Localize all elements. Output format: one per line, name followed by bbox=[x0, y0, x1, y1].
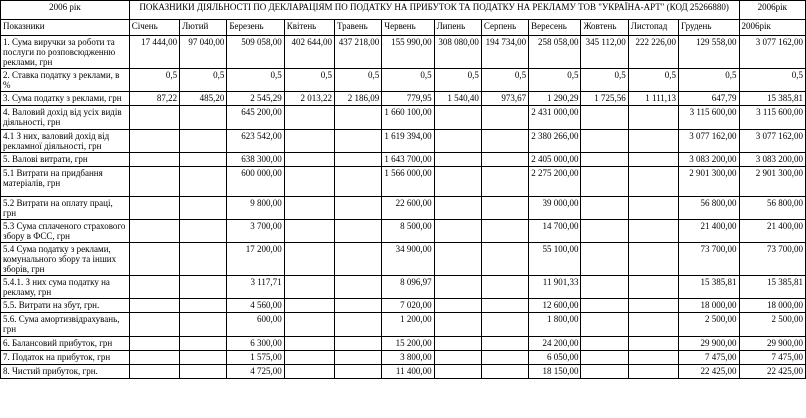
row-label: 3. Сума податку з реклами, грн bbox=[1, 92, 130, 106]
cell-value bbox=[581, 243, 628, 276]
row-label: 5.3 Сума сплаченого страхового збору в ФСС, грн bbox=[1, 219, 130, 242]
cell-value bbox=[180, 106, 227, 129]
cell-value bbox=[129, 166, 179, 196]
cell-value: 1 111,13 bbox=[628, 92, 678, 106]
cell-value: 2 186,09 bbox=[334, 92, 381, 106]
cell-value bbox=[180, 166, 227, 196]
table-row bbox=[1, 243, 806, 276]
table-row bbox=[1, 299, 806, 313]
cell-value bbox=[284, 106, 334, 129]
year-title: 2006 рік bbox=[1, 1, 130, 20]
cell-value bbox=[581, 106, 628, 129]
cell-value bbox=[581, 152, 628, 166]
cell-value: 3 115 600,00 bbox=[739, 106, 805, 129]
cell-value bbox=[334, 313, 381, 336]
cell-value: 1 200,00 bbox=[382, 313, 434, 336]
cell-value bbox=[581, 299, 628, 313]
cell-value bbox=[334, 299, 381, 313]
cell-value: 2 500,00 bbox=[679, 313, 739, 336]
cell-value: 1 290,29 bbox=[529, 92, 581, 106]
col-header-indicators: Показники bbox=[1, 20, 130, 36]
cell-value bbox=[481, 129, 528, 152]
col-header-total: 2006рік bbox=[739, 20, 805, 36]
cell-value: 2 275 200,00 bbox=[529, 166, 581, 196]
cell-value: 9 800,00 bbox=[227, 196, 284, 219]
cell-value bbox=[434, 219, 481, 242]
row-label: 4.1 З них, валовий дохід від рекламної діяльності, грн bbox=[1, 129, 130, 152]
cell-value bbox=[628, 196, 678, 219]
cell-value: 1 643 700,00 bbox=[382, 152, 434, 166]
table-row bbox=[1, 276, 806, 299]
column-header-row bbox=[1, 20, 806, 36]
cell-value bbox=[284, 313, 334, 336]
cell-value bbox=[180, 336, 227, 350]
cell-value bbox=[581, 364, 628, 378]
cell-value bbox=[284, 299, 334, 313]
col-header-nov: Листопад bbox=[628, 20, 678, 36]
cell-value: 18 000,00 bbox=[739, 299, 805, 313]
cell-value bbox=[434, 152, 481, 166]
cell-value bbox=[628, 276, 678, 299]
cell-value: 2 545,29 bbox=[227, 92, 284, 106]
cell-value: 155 990,00 bbox=[382, 36, 434, 69]
cell-value bbox=[581, 276, 628, 299]
cell-value bbox=[481, 106, 528, 129]
cell-value: 18 150,00 bbox=[529, 364, 581, 378]
cell-value: 8 500,00 bbox=[382, 219, 434, 242]
cell-value bbox=[129, 276, 179, 299]
cell-value: 56 800,00 bbox=[739, 196, 805, 219]
cell-value bbox=[628, 219, 678, 242]
cell-value bbox=[581, 166, 628, 196]
cell-value: 1 660 100,00 bbox=[382, 106, 434, 129]
cell-value: 3 077 162,00 bbox=[739, 129, 805, 152]
cell-value: 0,5 bbox=[529, 69, 581, 92]
cell-value bbox=[129, 219, 179, 242]
total-year-title: 2006рік bbox=[739, 1, 805, 20]
cell-value bbox=[284, 196, 334, 219]
cell-value bbox=[284, 336, 334, 350]
cell-value: 15 200,00 bbox=[382, 336, 434, 350]
cell-value: 15 385,81 bbox=[739, 92, 805, 106]
cell-value: 22 600,00 bbox=[382, 196, 434, 219]
cell-value: 0,5 bbox=[284, 69, 334, 92]
table-row bbox=[1, 129, 806, 152]
cell-value: 258 058,00 bbox=[529, 36, 581, 69]
cell-value: 39 000,00 bbox=[529, 196, 581, 219]
cell-value: 7 020,00 bbox=[382, 299, 434, 313]
cell-value bbox=[129, 350, 179, 364]
cell-value bbox=[180, 219, 227, 242]
cell-value: 1 540,40 bbox=[434, 92, 481, 106]
cell-value bbox=[434, 364, 481, 378]
cell-value bbox=[334, 129, 381, 152]
cell-value: 194 734,00 bbox=[481, 36, 528, 69]
cell-value bbox=[434, 129, 481, 152]
table-row bbox=[1, 313, 806, 336]
cell-value bbox=[180, 364, 227, 378]
cell-value: 14 700,00 bbox=[529, 219, 581, 242]
cell-value: 21 400,00 bbox=[679, 219, 739, 242]
table-row bbox=[1, 350, 806, 364]
cell-value: 345 112,00 bbox=[581, 36, 628, 69]
col-header-oct: Жовтень bbox=[581, 20, 628, 36]
cell-value bbox=[628, 166, 678, 196]
cell-value: 29 900,00 bbox=[679, 336, 739, 350]
row-label: 2. Ставка податку з реклами, в % bbox=[1, 69, 130, 92]
cell-value: 0,5 bbox=[334, 69, 381, 92]
cell-value: 29 900,00 bbox=[739, 336, 805, 350]
cell-value bbox=[129, 196, 179, 219]
cell-value: 1 800,00 bbox=[529, 313, 581, 336]
cell-value: 22 425,00 bbox=[739, 364, 805, 378]
cell-value bbox=[129, 364, 179, 378]
cell-value bbox=[581, 336, 628, 350]
cell-value: 2 901 300,00 bbox=[739, 166, 805, 196]
cell-value: 0,5 bbox=[739, 69, 805, 92]
cell-value: 56 800,00 bbox=[679, 196, 739, 219]
cell-value: 6 050,00 bbox=[529, 350, 581, 364]
cell-value bbox=[628, 129, 678, 152]
cell-value bbox=[628, 336, 678, 350]
cell-value: 2 405 000,00 bbox=[529, 152, 581, 166]
cell-value: 2 500,00 bbox=[739, 313, 805, 336]
col-header-jan: Січень bbox=[129, 20, 179, 36]
cell-value: 2 013,22 bbox=[284, 92, 334, 106]
row-label: 8. Чистий прибуток, грн. bbox=[1, 364, 130, 378]
cell-value: 3 700,00 bbox=[227, 219, 284, 242]
cell-value bbox=[434, 166, 481, 196]
cell-value bbox=[434, 336, 481, 350]
cell-value: 0,5 bbox=[180, 69, 227, 92]
col-header-may: Травень bbox=[334, 20, 381, 36]
cell-value: 73 700,00 bbox=[679, 243, 739, 276]
row-label: 5.1 Витрати на придбання матеріалів, грн bbox=[1, 166, 130, 196]
cell-value bbox=[334, 336, 381, 350]
cell-value: 0,5 bbox=[129, 69, 179, 92]
cell-value bbox=[129, 336, 179, 350]
cell-value bbox=[334, 350, 381, 364]
cell-value bbox=[180, 299, 227, 313]
row-label: 5.5. Витрати на збут, грн. bbox=[1, 299, 130, 313]
cell-value: 1 619 394,00 bbox=[382, 129, 434, 152]
cell-value bbox=[284, 276, 334, 299]
cell-value bbox=[180, 243, 227, 276]
cell-value: 4 725,00 bbox=[227, 364, 284, 378]
cell-value: 1 725,56 bbox=[581, 92, 628, 106]
cell-value: 2 380 266,00 bbox=[529, 129, 581, 152]
cell-value: 1 575,00 bbox=[227, 350, 284, 364]
cell-value: 0,5 bbox=[628, 69, 678, 92]
cell-value: 2 901 300,00 bbox=[679, 166, 739, 196]
cell-value: 308 080,00 bbox=[434, 36, 481, 69]
row-label: 5.4 Сума податку з реклами, комунального збору та інших зборів, грн bbox=[1, 243, 130, 276]
row-label: 5.6. Сума амортизвідрахувань, грн bbox=[1, 313, 130, 336]
cell-value: 3 117,71 bbox=[227, 276, 284, 299]
cell-value bbox=[129, 243, 179, 276]
table-row bbox=[1, 219, 806, 242]
cell-value: 24 200,00 bbox=[529, 336, 581, 350]
cell-value bbox=[628, 152, 678, 166]
cell-value: 222 226,00 bbox=[628, 36, 678, 69]
cell-value bbox=[434, 243, 481, 276]
cell-value: 7 475,00 bbox=[739, 350, 805, 364]
table-row bbox=[1, 92, 806, 106]
row-label: 4. Валовий дохід від усіх видів діяльності, грн bbox=[1, 106, 130, 129]
cell-value bbox=[581, 313, 628, 336]
cell-value: 8 096,97 bbox=[382, 276, 434, 299]
cell-value: 0,5 bbox=[434, 69, 481, 92]
cell-value: 87,22 bbox=[129, 92, 179, 106]
cell-value bbox=[284, 364, 334, 378]
col-header-mar: Березень bbox=[227, 20, 284, 36]
cell-value bbox=[180, 129, 227, 152]
table-row bbox=[1, 69, 806, 92]
row-label: 1. Сума виручки за роботи та послуги по розповсюдженню реклами, грн bbox=[1, 36, 130, 69]
cell-value bbox=[434, 106, 481, 129]
cell-value bbox=[434, 313, 481, 336]
cell-value: 3 083 200,00 bbox=[679, 152, 739, 166]
cell-value: 1 566 000,00 bbox=[382, 166, 434, 196]
cell-value: 55 100,00 bbox=[529, 243, 581, 276]
cell-value: 3 077 162,00 bbox=[739, 36, 805, 69]
col-header-jul: Липень bbox=[434, 20, 481, 36]
cell-value: 647,79 bbox=[679, 92, 739, 106]
cell-value: 3 083 200,00 bbox=[739, 152, 805, 166]
cell-value bbox=[334, 196, 381, 219]
cell-value: 2 431 000,00 bbox=[529, 106, 581, 129]
cell-value bbox=[481, 166, 528, 196]
cell-value bbox=[434, 299, 481, 313]
cell-value bbox=[334, 243, 381, 276]
cell-value bbox=[334, 364, 381, 378]
table-row bbox=[1, 196, 806, 219]
cell-value bbox=[284, 219, 334, 242]
cell-value bbox=[434, 350, 481, 364]
cell-value: 129 558,00 bbox=[679, 36, 739, 69]
row-label: 7. Податок на прибуток, грн bbox=[1, 350, 130, 364]
cell-value bbox=[628, 243, 678, 276]
row-label: 5.4.1. З них сума податку на рекламу, грн bbox=[1, 276, 130, 299]
col-header-feb: Лютий bbox=[180, 20, 227, 36]
cell-value bbox=[180, 350, 227, 364]
cell-value: 22 425,00 bbox=[679, 364, 739, 378]
cell-value bbox=[628, 350, 678, 364]
cell-value: 97 040,00 bbox=[180, 36, 227, 69]
cell-value: 34 900,00 bbox=[382, 243, 434, 276]
cell-value: 17 444,00 bbox=[129, 36, 179, 69]
row-label: 5. Валові витрати, грн bbox=[1, 152, 130, 166]
cell-value: 73 700,00 bbox=[739, 243, 805, 276]
col-header-jun: Червень bbox=[382, 20, 434, 36]
cell-value bbox=[434, 276, 481, 299]
cell-value: 17 200,00 bbox=[227, 243, 284, 276]
cell-value bbox=[481, 152, 528, 166]
cell-value: 779,95 bbox=[382, 92, 434, 106]
cell-value: 11 400,00 bbox=[382, 364, 434, 378]
table-row bbox=[1, 36, 806, 69]
cell-value: 600 000,00 bbox=[227, 166, 284, 196]
cell-value: 21 400,00 bbox=[739, 219, 805, 242]
cell-value bbox=[481, 313, 528, 336]
cell-value: 623 542,00 bbox=[227, 129, 284, 152]
row-label: 6. Балансовий прибуток, грн bbox=[1, 336, 130, 350]
cell-value: 0,5 bbox=[227, 69, 284, 92]
row-label: 5.2 Витрати на оплату праці, грн bbox=[1, 196, 130, 219]
cell-value: 3 077 162,00 bbox=[679, 129, 739, 152]
cell-value bbox=[284, 129, 334, 152]
cell-value bbox=[334, 219, 381, 242]
cell-value bbox=[334, 166, 381, 196]
cell-value: 485,20 bbox=[180, 92, 227, 106]
cell-value bbox=[434, 196, 481, 219]
cell-value: 437 218,00 bbox=[334, 36, 381, 69]
cell-value: 7 475,00 bbox=[679, 350, 739, 364]
cell-value: 0,5 bbox=[382, 69, 434, 92]
cell-value bbox=[628, 364, 678, 378]
cell-value: 11 901,33 bbox=[529, 276, 581, 299]
cell-value bbox=[180, 152, 227, 166]
cell-value bbox=[481, 276, 528, 299]
col-header-apr: Квітень bbox=[284, 20, 334, 36]
cell-value: 0,5 bbox=[679, 69, 739, 92]
cell-value: 0,5 bbox=[481, 69, 528, 92]
cell-value bbox=[628, 299, 678, 313]
cell-value bbox=[129, 129, 179, 152]
header-row bbox=[1, 1, 806, 20]
cell-value bbox=[481, 350, 528, 364]
table-row bbox=[1, 166, 806, 196]
cell-value: 645 200,00 bbox=[227, 106, 284, 129]
cell-value bbox=[284, 152, 334, 166]
cell-value: 402 644,00 bbox=[284, 36, 334, 69]
cell-value bbox=[581, 196, 628, 219]
cell-value: 18 000,00 bbox=[679, 299, 739, 313]
report-title: ПОКАЗНИКИ ДІЯЛЬНОСТІ ПО ДЕКЛАРАЦІЯМ ПО ПОДАТКУ НА ПРИБУТОК ТА ПОДАТКУ НА РЕКЛАМУ ТОВ "УКРАЇНА-АРТ" (КОД 25266880) bbox=[129, 1, 739, 20]
cell-value bbox=[284, 166, 334, 196]
cell-value: 600,00 bbox=[227, 313, 284, 336]
cell-value: 3 800,00 bbox=[382, 350, 434, 364]
cell-value: 15 385,81 bbox=[679, 276, 739, 299]
cell-value bbox=[129, 313, 179, 336]
cell-value bbox=[581, 350, 628, 364]
table-row bbox=[1, 106, 806, 129]
cell-value: 638 300,00 bbox=[227, 152, 284, 166]
cell-value bbox=[334, 152, 381, 166]
cell-value: 6 300,00 bbox=[227, 336, 284, 350]
cell-value bbox=[581, 219, 628, 242]
cell-value bbox=[334, 106, 381, 129]
cell-value bbox=[284, 350, 334, 364]
cell-value bbox=[581, 129, 628, 152]
cell-value bbox=[628, 106, 678, 129]
cell-value bbox=[481, 336, 528, 350]
cell-value bbox=[481, 196, 528, 219]
cell-value bbox=[481, 299, 528, 313]
table-row bbox=[1, 364, 806, 378]
cell-value bbox=[334, 276, 381, 299]
cell-value bbox=[481, 219, 528, 242]
cell-value bbox=[284, 243, 334, 276]
cell-value: 509 058,00 bbox=[227, 36, 284, 69]
col-header-dec: Грудень bbox=[679, 20, 739, 36]
cell-value bbox=[180, 196, 227, 219]
cell-value bbox=[129, 152, 179, 166]
cell-value: 15 385,81 bbox=[739, 276, 805, 299]
cell-value bbox=[129, 106, 179, 129]
col-header-aug: Серпень bbox=[481, 20, 528, 36]
cell-value bbox=[180, 313, 227, 336]
cell-value: 973,67 bbox=[481, 92, 528, 106]
cell-value bbox=[180, 276, 227, 299]
cell-value bbox=[481, 243, 528, 276]
cell-value: 4 560,00 bbox=[227, 299, 284, 313]
cell-value bbox=[129, 299, 179, 313]
cell-value: 3 115 600,00 bbox=[679, 106, 739, 129]
cell-value: 0,5 bbox=[581, 69, 628, 92]
cell-value: 12 600,00 bbox=[529, 299, 581, 313]
table-row bbox=[1, 152, 806, 166]
cell-value bbox=[481, 364, 528, 378]
table-row bbox=[1, 336, 806, 350]
cell-value bbox=[628, 313, 678, 336]
col-header-sep: Вересень bbox=[529, 20, 581, 36]
